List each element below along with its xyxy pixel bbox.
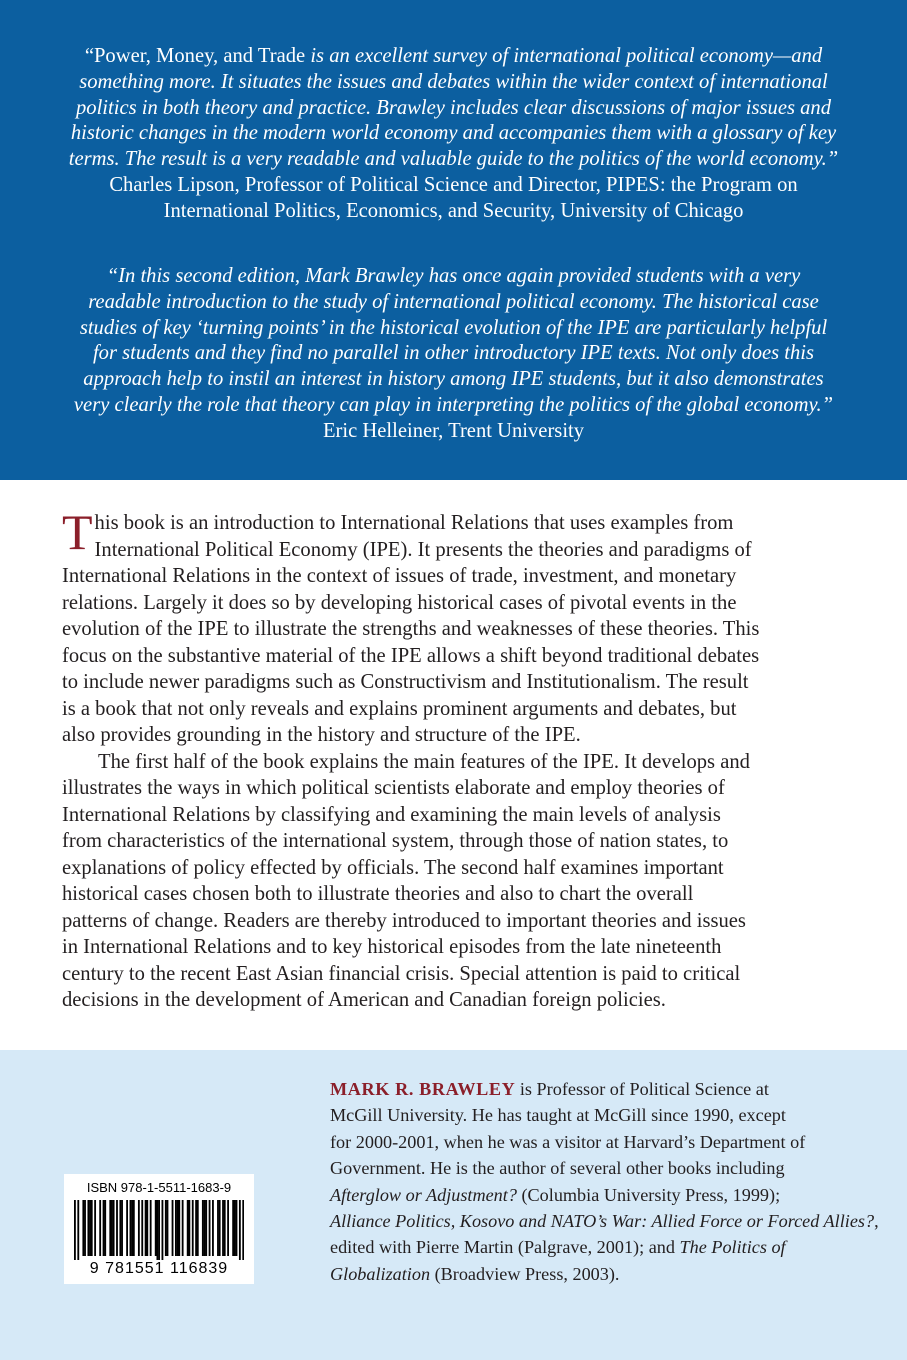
description-line: from characteristics of the international system, through those of nation states, to bbox=[62, 830, 729, 852]
bio-line: for 2000-2001, when he was a visitor at Harvard’s Department of bbox=[330, 1131, 806, 1152]
barcode-bar bbox=[103, 1200, 105, 1256]
description-line: explanations of policy effected by officials. The second half examines important bbox=[62, 856, 724, 879]
quote-line: for students and they find no parallel in other introductory IPE texts. Not only does this bbox=[92, 342, 815, 365]
description-line: International Relations by classifying and examining the main levels of analysis bbox=[62, 803, 721, 826]
quote-attribution: International Politics, Economics, and Security, University of Chicago bbox=[163, 199, 744, 222]
barcode-bar bbox=[130, 1200, 132, 1256]
barcode-bar bbox=[84, 1200, 86, 1256]
author-name: MARK R. BRAWLEY bbox=[330, 1079, 516, 1099]
quote-line: terms. The result is a very readable and valuable guide to the politics of the world economy.” bbox=[68, 148, 839, 171]
barcode-bar bbox=[116, 1200, 118, 1256]
barcode-bar bbox=[175, 1200, 177, 1256]
barcode-bar bbox=[82, 1200, 84, 1256]
barcode-bar bbox=[141, 1200, 143, 1256]
barcode-bar bbox=[219, 1200, 221, 1256]
barcode-bar bbox=[236, 1200, 238, 1256]
barcode-bar bbox=[131, 1200, 133, 1256]
barcode-bar bbox=[146, 1200, 148, 1256]
barcode-bar bbox=[77, 1200, 79, 1260]
barcode-bar bbox=[188, 1200, 190, 1256]
barcode-bar bbox=[126, 1200, 128, 1256]
barcode-bar bbox=[217, 1200, 219, 1256]
barcode-bar bbox=[165, 1200, 167, 1256]
barcode-bar bbox=[239, 1200, 241, 1260]
description-line: relations. Largely it does so by developing historical cases of pivotal events in the bbox=[62, 591, 737, 614]
barcode-bar bbox=[187, 1200, 189, 1256]
barcode-bar bbox=[91, 1200, 93, 1256]
quote-attribution: Eric Helleiner, Trent University bbox=[322, 419, 585, 442]
description-line: decisions in the development of American and Canadian foreign policies. bbox=[62, 989, 666, 1011]
description-line: patterns of change. Readers are thereby introduced to important theories and issues bbox=[62, 909, 746, 932]
barcode-bars bbox=[74, 1200, 244, 1260]
barcode-bar bbox=[150, 1200, 152, 1256]
quote-line: “Power, Money, and Trade is an excellent survey of international political economy—and bbox=[84, 45, 823, 67]
barcode-bar bbox=[182, 1200, 184, 1256]
barcode-bar bbox=[197, 1200, 199, 1256]
endorsement-quote-lipson bbox=[60, 44, 847, 225]
barcode-bar bbox=[205, 1200, 207, 1256]
isbn-barcode bbox=[64, 1174, 254, 1284]
barcode-bar bbox=[212, 1200, 214, 1256]
endorsement-quote-helleiner bbox=[60, 264, 847, 445]
bio-line: Afterglow or Adjustment? (Columbia University Press, 1999); bbox=[330, 1184, 781, 1205]
quote-line: approach help to instil an interest in history among IPE students, but it also demonstrates bbox=[83, 368, 824, 391]
bio-line: McGill University. He has taught at McGill since 1990, except bbox=[330, 1105, 786, 1126]
barcode-bar bbox=[232, 1200, 234, 1256]
isbn-number: ISBN 978-1-5511-1683-9 bbox=[86, 1180, 232, 1195]
author-bio bbox=[330, 1076, 879, 1287]
description-line: historical cases chosen both to illustrate theories and also to chart the overall bbox=[62, 883, 694, 905]
barcode-bar bbox=[209, 1200, 211, 1256]
description-line: illustrates the ways in which political scientists elaborate and employ theories of bbox=[62, 777, 725, 799]
barcode-bar bbox=[104, 1200, 106, 1256]
bio-line: edited with Pierre Martin (Palgrave, 2001); and The Politics of bbox=[330, 1237, 786, 1258]
barcode-bar bbox=[113, 1200, 115, 1256]
quote-line: something more. It situates the issues and debates within the wider context of international bbox=[79, 70, 828, 93]
barcode-bar bbox=[138, 1200, 140, 1256]
barcode-bar bbox=[133, 1200, 135, 1256]
endorsement-panel bbox=[0, 0, 907, 480]
barcode-bar bbox=[178, 1200, 180, 1256]
description-line: in International Relations and to key historical episodes from the late nineteenth bbox=[62, 936, 722, 958]
quote-line: very clearly the role that theory can play in interpreting the politics of the global economy.” bbox=[73, 393, 834, 416]
bio-line: MARK R. BRAWLEY is Professor of Political Science at bbox=[330, 1079, 769, 1099]
description-line: International Relations in the context of issues of trade, investment, and monetary bbox=[62, 565, 737, 587]
barcode-bar bbox=[145, 1200, 147, 1256]
barcode-bar bbox=[74, 1200, 76, 1260]
description-line: evolution of the IPE to illustrate the strengths and weaknesses of these theories. This bbox=[62, 618, 760, 640]
quote-line: “In this second edition, Mark Brawley has once again provided students with a very bbox=[106, 265, 801, 287]
description-line: The first half of the book explains the main features of the IPE. It develops and bbox=[98, 750, 750, 773]
barcode-bar bbox=[162, 1200, 164, 1260]
quote-line: readable introduction to the study of international political economy. The historical case bbox=[88, 290, 819, 313]
barcode-bar bbox=[94, 1200, 96, 1256]
barcode-bar bbox=[155, 1200, 157, 1256]
barcode-bar bbox=[156, 1200, 158, 1260]
description-line: is a book that not only reveals and explains prominent arguments and debates, but bbox=[62, 697, 737, 720]
barcode-bar bbox=[89, 1200, 91, 1256]
quote-line: studies of key ‘turning points’ in the historical evolution of the IPE are particularly helpful bbox=[79, 316, 828, 339]
barcode-bar bbox=[222, 1200, 224, 1256]
barcode-bar bbox=[177, 1200, 179, 1256]
barcode-digits: 9 781551 116839 bbox=[89, 1260, 229, 1277]
barcode-bar bbox=[87, 1200, 89, 1256]
quote-attribution: Charles Lipson, Professor of Political Science and Director, PIPES: the Program on bbox=[109, 173, 798, 196]
barcode-bar bbox=[172, 1200, 174, 1256]
barcode-bar bbox=[234, 1200, 236, 1256]
barcode-bar bbox=[227, 1200, 229, 1256]
description-line: International Political Economy (IPE). It presents the theories and paradigms of bbox=[94, 538, 752, 561]
drop-cap: T bbox=[62, 504, 93, 560]
barcode-bar bbox=[202, 1200, 204, 1256]
bio-line: Alliance Politics, Kosovo and NATO’s War: Allied Force or Forced Allies?, bbox=[330, 1211, 879, 1232]
barcode-bar bbox=[109, 1200, 111, 1256]
barcode-bar bbox=[204, 1200, 206, 1256]
barcode-bar bbox=[242, 1200, 244, 1260]
description-line: to include newer paradigms such as Constructivism and Institutionalism. The result bbox=[62, 671, 749, 693]
description-line: century to the recent East Asian financial crisis. Special attention is paid to critical bbox=[62, 962, 741, 985]
quote-line: historic changes in the modern world economy and accompanies them with a glossary of key bbox=[70, 122, 837, 145]
barcode-bar bbox=[121, 1200, 123, 1256]
description-line: also provides grounding in the history and structure of the IPE. bbox=[62, 724, 581, 746]
description-line: his book is an introduction to International Relations that uses examples from bbox=[94, 512, 734, 534]
book-description bbox=[62, 504, 852, 1014]
barcode-bar bbox=[111, 1200, 113, 1256]
barcode-bar bbox=[158, 1200, 160, 1260]
barcode-bar bbox=[195, 1200, 197, 1256]
barcode-bar bbox=[167, 1200, 169, 1256]
bio-line: Government. He is the author of several other books including bbox=[330, 1158, 785, 1179]
barcode-bar bbox=[224, 1200, 226, 1256]
bio-line: Globalization (Broadview Press, 2003). bbox=[330, 1263, 620, 1284]
description-line: focus on the substantive material of the IPE allows a shift beyond traditional debates bbox=[62, 644, 760, 667]
barcode-bar bbox=[99, 1200, 101, 1256]
barcode-bar bbox=[192, 1200, 194, 1256]
quote-line: politics in both theory and practice. Brawley includes clear discussions of major issues and bbox=[75, 96, 832, 119]
barcode-bar bbox=[119, 1200, 121, 1256]
